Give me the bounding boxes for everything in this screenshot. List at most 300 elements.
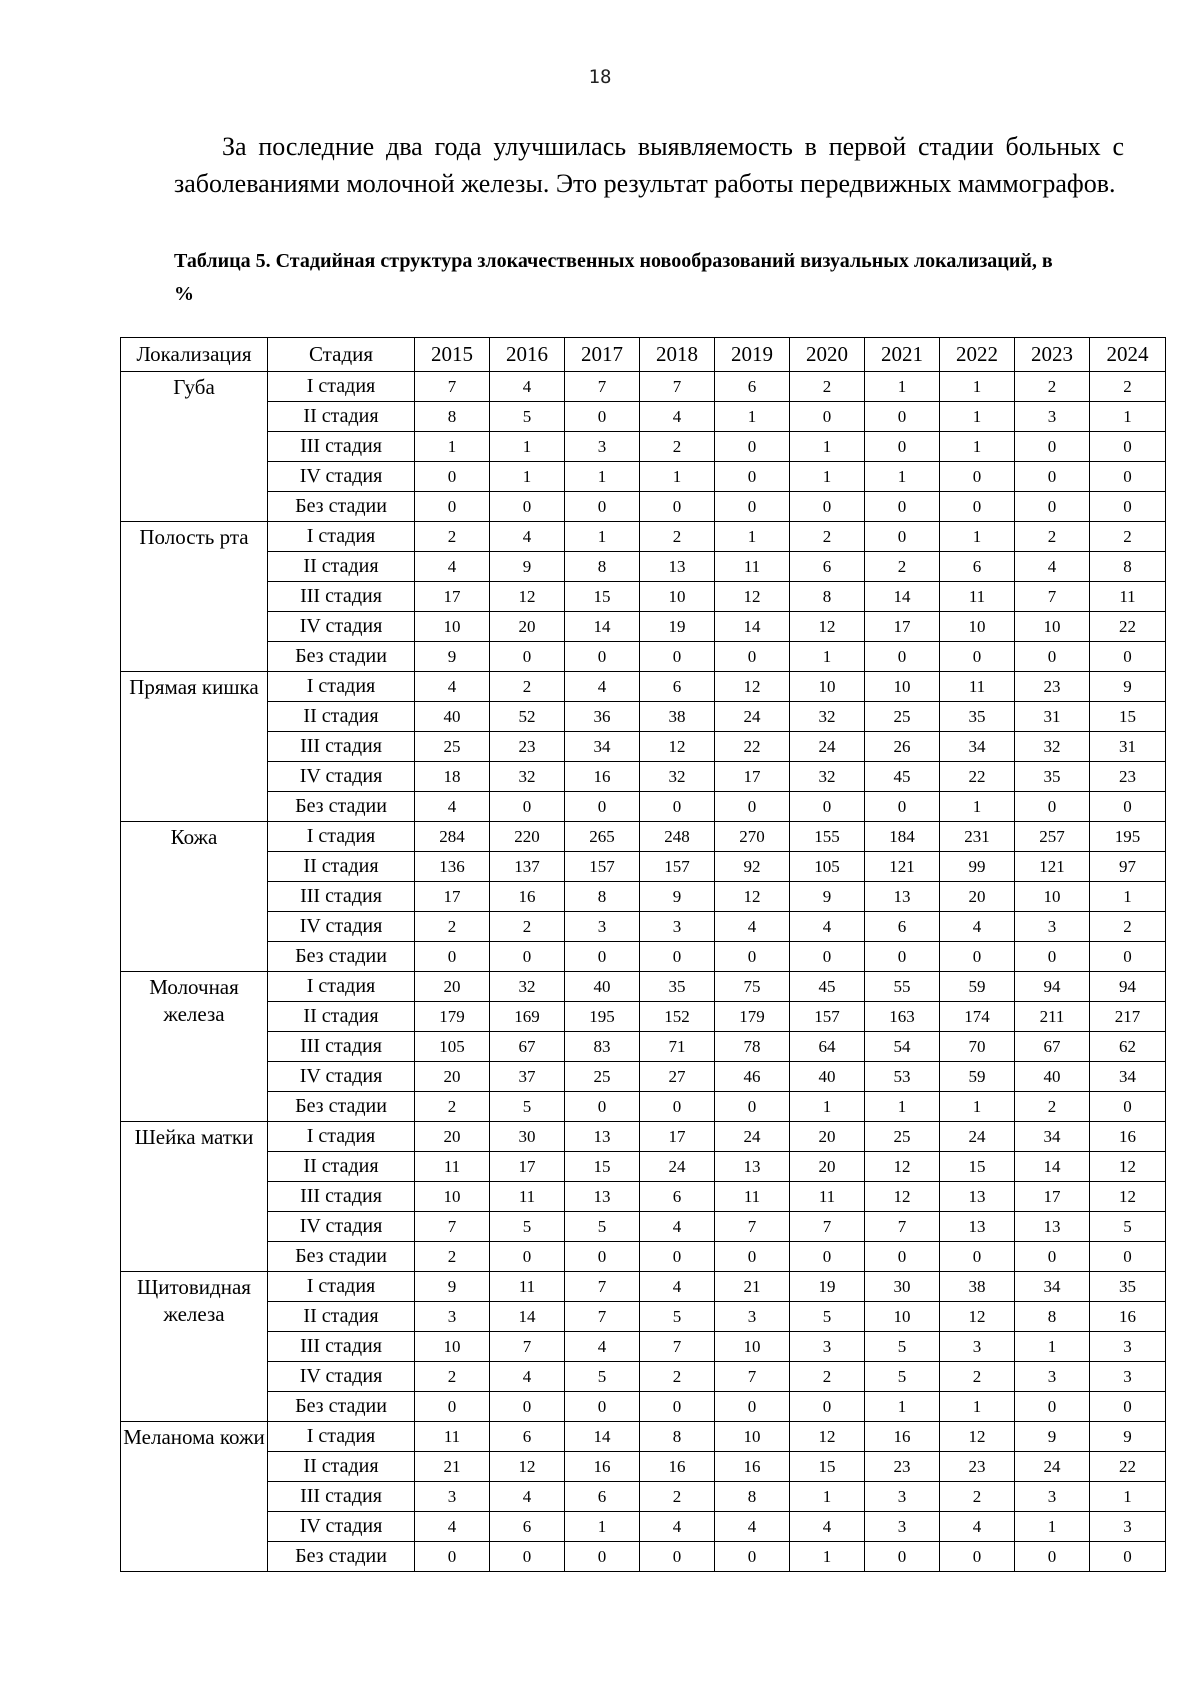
table-row (121, 1182, 1166, 1212)
stage-cell: IV стадия (268, 1212, 415, 1242)
value-cell: 2 (1015, 522, 1090, 552)
value-cell: 23 (940, 1452, 1015, 1482)
value-cell: 62 (1090, 1032, 1166, 1062)
stage-cell: I стадия (268, 822, 415, 852)
table-row (121, 462, 1166, 492)
value-cell: 12 (715, 672, 790, 702)
value-cell: 8 (415, 402, 490, 432)
value-cell: 105 (415, 1032, 490, 1062)
value-cell: 14 (565, 612, 640, 642)
stage-cell: IV стадия (268, 762, 415, 792)
value-cell: 0 (490, 942, 565, 972)
location-cell: Меланома кожи (121, 1422, 268, 1572)
value-cell: 32 (790, 702, 865, 732)
value-cell: 0 (565, 792, 640, 822)
value-cell: 8 (790, 582, 865, 612)
value-cell: 14 (565, 1422, 640, 1452)
value-cell: 0 (715, 492, 790, 522)
value-cell: 16 (640, 1452, 715, 1482)
value-cell: 8 (715, 1482, 790, 1512)
value-cell: 53 (865, 1062, 940, 1092)
value-cell: 5 (565, 1212, 640, 1242)
value-cell: 67 (1015, 1032, 1090, 1062)
value-cell: 11 (415, 1152, 490, 1182)
value-cell: 15 (565, 582, 640, 612)
value-cell: 19 (790, 1272, 865, 1302)
value-cell: 64 (790, 1032, 865, 1062)
value-cell: 11 (940, 672, 1015, 702)
value-cell: 16 (565, 1452, 640, 1482)
location-cell: Губа (121, 372, 268, 522)
value-cell: 1 (790, 1092, 865, 1122)
value-cell: 1 (1015, 1332, 1090, 1362)
table-caption: Таблица 5. Стадийная структура злокачественных новообразований визуальных локализаций, в % (174, 250, 1053, 305)
value-cell: 0 (490, 1542, 565, 1572)
value-cell: 17 (640, 1122, 715, 1152)
stage-cell: IV стадия (268, 612, 415, 642)
value-cell: 5 (490, 1092, 565, 1122)
table-row (121, 672, 1166, 702)
value-cell: 10 (415, 1182, 490, 1212)
value-cell: 24 (640, 1152, 715, 1182)
value-cell: 0 (1090, 432, 1166, 462)
table-row (121, 1002, 1166, 1032)
value-cell: 2 (940, 1362, 1015, 1392)
value-cell: 34 (565, 732, 640, 762)
value-cell: 3 (1090, 1512, 1166, 1542)
value-cell: 7 (715, 1212, 790, 1242)
value-cell: 32 (490, 972, 565, 1002)
value-cell: 2 (640, 432, 715, 462)
value-cell: 13 (640, 552, 715, 582)
value-cell: 16 (715, 1452, 790, 1482)
value-cell: 3 (415, 1302, 490, 1332)
value-cell: 6 (490, 1512, 565, 1542)
value-cell: 31 (1015, 702, 1090, 732)
value-cell: 35 (640, 972, 715, 1002)
value-cell: 1 (415, 432, 490, 462)
header-year: 2016 (490, 338, 565, 372)
header-year: 2022 (940, 338, 1015, 372)
value-cell: 70 (940, 1032, 1015, 1062)
value-cell: 2 (415, 1242, 490, 1272)
value-cell: 24 (940, 1122, 1015, 1152)
value-cell: 8 (565, 882, 640, 912)
value-cell: 7 (865, 1212, 940, 1242)
value-cell: 99 (940, 852, 1015, 882)
value-cell: 211 (1015, 1002, 1090, 1032)
value-cell: 4 (940, 1512, 1015, 1542)
value-cell: 6 (565, 1482, 640, 1512)
value-cell: 10 (715, 1422, 790, 1452)
value-cell: 0 (940, 942, 1015, 972)
value-cell: 2 (1015, 372, 1090, 402)
value-cell: 3 (1090, 1332, 1166, 1362)
value-cell: 1 (1090, 882, 1166, 912)
stage-cell: I стадия (268, 972, 415, 1002)
value-cell: 25 (415, 732, 490, 762)
value-cell: 21 (715, 1272, 790, 1302)
value-cell: 35 (1015, 762, 1090, 792)
value-cell: 0 (640, 1392, 715, 1422)
value-cell: 30 (490, 1122, 565, 1152)
stage-cell: I стадия (268, 1272, 415, 1302)
value-cell: 7 (415, 1212, 490, 1242)
value-cell: 0 (715, 792, 790, 822)
value-cell: 0 (415, 1392, 490, 1422)
value-cell: 83 (565, 1032, 640, 1062)
table-row (121, 1062, 1166, 1092)
value-cell: 22 (715, 732, 790, 762)
value-cell: 0 (1090, 792, 1166, 822)
value-cell: 14 (490, 1302, 565, 1332)
value-cell: 23 (1090, 762, 1166, 792)
table-row (121, 942, 1166, 972)
value-cell: 34 (1090, 1062, 1166, 1092)
table-row (121, 732, 1166, 762)
value-cell: 2 (640, 1362, 715, 1392)
table-row (121, 882, 1166, 912)
value-cell: 12 (1090, 1152, 1166, 1182)
value-cell: 75 (715, 972, 790, 1002)
value-cell: 1 (865, 1092, 940, 1122)
header-year: 2021 (865, 338, 940, 372)
stage-cell: Без стадии (268, 1092, 415, 1122)
value-cell: 14 (865, 582, 940, 612)
table-row (121, 372, 1166, 402)
value-cell: 32 (640, 762, 715, 792)
value-cell: 0 (865, 942, 940, 972)
value-cell: 12 (715, 582, 790, 612)
table-row (121, 1362, 1166, 1392)
value-cell: 0 (1015, 432, 1090, 462)
value-cell: 1 (790, 432, 865, 462)
value-cell: 0 (1015, 792, 1090, 822)
value-cell: 13 (715, 1152, 790, 1182)
value-cell: 2 (865, 552, 940, 582)
value-cell: 16 (490, 882, 565, 912)
value-cell: 20 (415, 1062, 490, 1092)
value-cell: 2 (415, 912, 490, 942)
value-cell: 3 (940, 1332, 1015, 1362)
value-cell: 0 (940, 462, 1015, 492)
value-cell: 6 (940, 552, 1015, 582)
value-cell: 1 (940, 402, 1015, 432)
value-cell: 3 (1015, 912, 1090, 942)
value-cell: 0 (1015, 942, 1090, 972)
table-row (121, 1242, 1166, 1272)
table-row (121, 1152, 1166, 1182)
value-cell: 0 (865, 642, 940, 672)
stage-cell: IV стадия (268, 462, 415, 492)
value-cell: 265 (565, 822, 640, 852)
value-cell: 8 (1015, 1302, 1090, 1332)
value-cell: 5 (865, 1362, 940, 1392)
stage-cell: I стадия (268, 672, 415, 702)
value-cell: 0 (715, 1242, 790, 1272)
value-cell: 0 (715, 1392, 790, 1422)
value-cell: 4 (415, 792, 490, 822)
table-row (121, 1212, 1166, 1242)
value-cell: 4 (565, 672, 640, 702)
value-cell: 4 (640, 1212, 715, 1242)
value-cell: 92 (715, 852, 790, 882)
stage-cell: II стадия (268, 552, 415, 582)
value-cell: 0 (865, 792, 940, 822)
value-cell: 0 (940, 492, 1015, 522)
value-cell: 45 (790, 972, 865, 1002)
table-row (121, 552, 1166, 582)
value-cell: 163 (865, 1002, 940, 1032)
stage-cell: II стадия (268, 1302, 415, 1332)
value-cell: 1 (490, 432, 565, 462)
value-cell: 3 (790, 1332, 865, 1362)
value-cell: 9 (640, 882, 715, 912)
value-cell: 22 (1090, 1452, 1166, 1482)
value-cell: 0 (865, 432, 940, 462)
stage-cell: III стадия (268, 1032, 415, 1062)
value-cell: 59 (940, 1062, 1015, 1092)
value-cell: 20 (940, 882, 1015, 912)
value-cell: 137 (490, 852, 565, 882)
table-row (121, 1542, 1166, 1572)
value-cell: 34 (940, 732, 1015, 762)
value-cell: 1 (790, 642, 865, 672)
value-cell: 4 (1015, 552, 1090, 582)
stage-cell: III стадия (268, 1332, 415, 1362)
value-cell: 34 (1015, 1272, 1090, 1302)
value-cell: 0 (790, 492, 865, 522)
value-cell: 0 (1090, 462, 1166, 492)
value-cell: 12 (940, 1302, 1015, 1332)
value-cell: 9 (415, 1272, 490, 1302)
table-row (121, 852, 1166, 882)
page-number: 18 (588, 66, 612, 88)
value-cell: 0 (490, 1392, 565, 1422)
value-cell: 9 (1090, 1422, 1166, 1452)
value-cell: 20 (490, 612, 565, 642)
value-cell: 25 (865, 702, 940, 732)
stage-cell: IV стадия (268, 1062, 415, 1092)
value-cell: 231 (940, 822, 1015, 852)
value-cell: 0 (1090, 492, 1166, 522)
table-row (121, 1482, 1166, 1512)
stage-cell: III стадия (268, 732, 415, 762)
value-cell: 4 (790, 1512, 865, 1542)
value-cell: 0 (1090, 1092, 1166, 1122)
table-header-row (121, 338, 1166, 372)
value-cell: 22 (940, 762, 1015, 792)
value-cell: 8 (640, 1422, 715, 1452)
value-cell: 0 (565, 642, 640, 672)
value-cell: 0 (1015, 1392, 1090, 1422)
value-cell: 46 (715, 1062, 790, 1092)
stage-cell: III стадия (268, 882, 415, 912)
value-cell: 25 (565, 1062, 640, 1092)
value-cell: 0 (865, 522, 940, 552)
value-cell: 3 (565, 912, 640, 942)
value-cell: 9 (790, 882, 865, 912)
value-cell: 7 (565, 372, 640, 402)
value-cell: 0 (1090, 1392, 1166, 1422)
value-cell: 27 (640, 1062, 715, 1092)
stage-cell: III стадия (268, 432, 415, 462)
value-cell: 0 (565, 1092, 640, 1122)
value-cell: 2 (940, 1482, 1015, 1512)
stage-cell: IV стадия (268, 1362, 415, 1392)
value-cell: 7 (490, 1332, 565, 1362)
value-cell: 12 (490, 1452, 565, 1482)
value-cell: 152 (640, 1002, 715, 1032)
value-cell: 4 (790, 912, 865, 942)
header-stage: Стадия (268, 338, 415, 372)
value-cell: 169 (490, 1002, 565, 1032)
value-cell: 32 (790, 762, 865, 792)
value-cell: 0 (1015, 1242, 1090, 1272)
value-cell: 3 (415, 1482, 490, 1512)
value-cell: 55 (865, 972, 940, 1002)
value-cell: 7 (565, 1302, 640, 1332)
value-cell: 59 (940, 972, 1015, 1002)
header-year: 2024 (1090, 338, 1166, 372)
value-cell: 0 (640, 1542, 715, 1572)
value-cell: 1 (490, 462, 565, 492)
value-cell: 17 (865, 612, 940, 642)
value-cell: 12 (865, 1182, 940, 1212)
table-row (121, 762, 1166, 792)
value-cell: 13 (940, 1182, 1015, 1212)
value-cell: 2 (640, 1482, 715, 1512)
value-cell: 5 (565, 1362, 640, 1392)
value-cell: 94 (1090, 972, 1166, 1002)
value-cell: 157 (565, 852, 640, 882)
value-cell: 1 (1090, 1482, 1166, 1512)
value-cell: 38 (640, 702, 715, 732)
value-cell: 26 (865, 732, 940, 762)
value-cell: 8 (1090, 552, 1166, 582)
table-row (121, 612, 1166, 642)
table-row (121, 1302, 1166, 1332)
stage-cell: IV стадия (268, 912, 415, 942)
value-cell: 0 (1090, 642, 1166, 672)
value-cell: 12 (790, 612, 865, 642)
value-cell: 0 (415, 942, 490, 972)
value-cell: 25 (865, 1122, 940, 1152)
value-cell: 1 (715, 522, 790, 552)
stage-cell: III стадия (268, 582, 415, 612)
stage-cell: Без стадии (268, 942, 415, 972)
stage-cell: I стадия (268, 522, 415, 552)
value-cell: 14 (715, 612, 790, 642)
value-cell: 17 (415, 882, 490, 912)
value-cell: 121 (1015, 852, 1090, 882)
value-cell: 105 (790, 852, 865, 882)
value-cell: 0 (565, 492, 640, 522)
table-row (121, 1452, 1166, 1482)
value-cell: 14 (1015, 1152, 1090, 1182)
value-cell: 0 (1015, 462, 1090, 492)
value-cell: 0 (790, 1242, 865, 1272)
value-cell: 12 (1090, 1182, 1166, 1212)
stage-cell: II стадия (268, 1152, 415, 1182)
value-cell: 71 (640, 1032, 715, 1062)
value-cell: 5 (640, 1302, 715, 1332)
value-cell: 2 (1090, 912, 1166, 942)
table-row (121, 1092, 1166, 1122)
value-cell: 1 (565, 462, 640, 492)
stage-cell: IV стадия (268, 1512, 415, 1542)
value-cell: 0 (790, 792, 865, 822)
value-cell: 16 (1090, 1122, 1166, 1152)
value-cell: 0 (565, 1542, 640, 1572)
value-cell: 0 (715, 642, 790, 672)
value-cell: 0 (1015, 1542, 1090, 1572)
value-cell: 20 (790, 1152, 865, 1182)
value-cell: 1 (940, 792, 1015, 822)
value-cell: 4 (565, 1332, 640, 1362)
value-cell: 7 (715, 1362, 790, 1392)
value-cell: 6 (715, 372, 790, 402)
value-cell: 37 (490, 1062, 565, 1092)
value-cell: 0 (940, 1542, 1015, 1572)
value-cell: 3 (865, 1512, 940, 1542)
value-cell: 0 (565, 1392, 640, 1422)
value-cell: 195 (1090, 822, 1166, 852)
value-cell: 1 (790, 1542, 865, 1572)
value-cell: 1 (1015, 1512, 1090, 1542)
value-cell: 157 (640, 852, 715, 882)
stage-cell: Без стадии (268, 492, 415, 522)
value-cell: 155 (790, 822, 865, 852)
value-cell: 2 (490, 672, 565, 702)
value-cell: 54 (865, 1032, 940, 1062)
value-cell: 13 (940, 1212, 1015, 1242)
value-cell: 0 (715, 942, 790, 972)
value-cell: 3 (640, 912, 715, 942)
value-cell: 20 (790, 1122, 865, 1152)
value-cell: 10 (940, 612, 1015, 642)
value-cell: 94 (1015, 972, 1090, 1002)
stage-cell: Без стадии (268, 1242, 415, 1272)
value-cell: 0 (640, 792, 715, 822)
value-cell: 1 (790, 1482, 865, 1512)
location-cell: Щитовидная железа (121, 1272, 268, 1422)
value-cell: 1 (940, 1392, 1015, 1422)
value-cell: 0 (1015, 642, 1090, 672)
value-cell: 32 (490, 762, 565, 792)
value-cell: 0 (640, 492, 715, 522)
value-cell: 7 (1015, 582, 1090, 612)
value-cell: 13 (565, 1122, 640, 1152)
value-cell: 6 (640, 672, 715, 702)
value-cell: 12 (865, 1152, 940, 1182)
value-cell: 11 (490, 1182, 565, 1212)
value-cell: 40 (415, 702, 490, 732)
value-cell: 179 (415, 1002, 490, 1032)
value-cell: 4 (640, 1512, 715, 1542)
value-cell: 1 (865, 1392, 940, 1422)
value-cell: 23 (490, 732, 565, 762)
stage-cell: II стадия (268, 852, 415, 882)
value-cell: 67 (490, 1032, 565, 1062)
table-row (121, 522, 1166, 552)
stage-cell: III стадия (268, 1482, 415, 1512)
value-cell: 1 (565, 522, 640, 552)
staging-table (120, 337, 1166, 1572)
value-cell: 7 (565, 1272, 640, 1302)
value-cell: 270 (715, 822, 790, 852)
value-cell: 0 (565, 1242, 640, 1272)
